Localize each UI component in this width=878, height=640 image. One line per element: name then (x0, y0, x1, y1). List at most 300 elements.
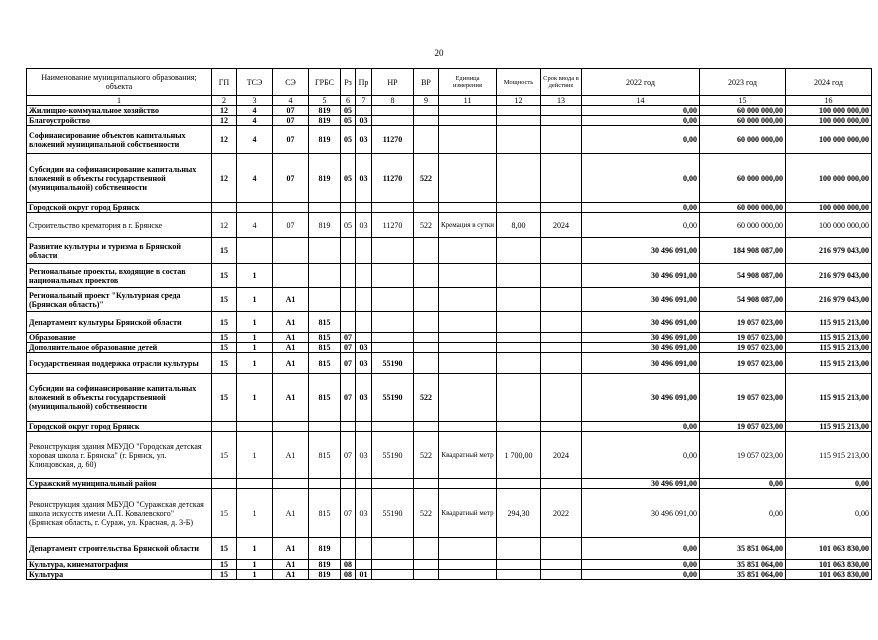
code-cell: 03 (356, 154, 372, 203)
code-cell (541, 203, 582, 213)
code-cell (414, 106, 439, 116)
amount-cell: 19 057 023,00 (700, 312, 786, 333)
object-name-cell: Образование (27, 333, 212, 343)
object-name-cell: Субсидии на софинансирование капитальных вложений в объекты государственной (муниципальной) собственности (27, 374, 212, 422)
code-cell (372, 333, 414, 343)
code-cell (414, 203, 439, 213)
object-name-cell: Реконструкция здания МБУДО "Суражская детская школа искусств имени А.П. Ковалевского" (Брянская область, г. Сураж, ул. Красная, д. 3-Б) (27, 489, 212, 538)
amount-cell: 30 496 091,00 (582, 264, 700, 288)
code-cell (414, 479, 439, 489)
code-cell: 03 (356, 213, 372, 238)
code-cell (541, 560, 582, 570)
amount-cell: 100 000 000,00 (786, 116, 872, 126)
header-cell: 2024 год (786, 69, 872, 96)
code-cell (541, 312, 582, 333)
code-cell: 522 (414, 489, 439, 538)
code-cell (541, 422, 582, 432)
object-name-cell: Департамент культуры Брянской области (27, 312, 212, 333)
code-cell: 819 (309, 154, 341, 203)
code-cell: 819 (309, 126, 341, 154)
code-cell (497, 312, 541, 333)
table-row (27, 203, 872, 213)
code-cell (341, 538, 356, 560)
code-cell: 15 (212, 570, 237, 580)
code-cell: 03 (356, 374, 372, 422)
code-cell: 4 (237, 213, 273, 238)
code-cell (372, 422, 414, 432)
code-cell: 07 (341, 489, 356, 538)
code-cell (541, 116, 582, 126)
code-cell (541, 288, 582, 312)
amount-cell: 115 915 213,00 (786, 422, 872, 432)
code-cell (497, 374, 541, 422)
code-cell (541, 106, 582, 116)
amount-cell: 115 915 213,00 (786, 333, 872, 343)
code-cell: 1 (237, 560, 273, 570)
amount-cell: 0,00 (582, 570, 700, 580)
code-cell (414, 570, 439, 580)
code-cell (212, 479, 237, 489)
code-cell: 03 (356, 126, 372, 154)
column-number: 4 (273, 96, 309, 106)
budget-table (26, 68, 872, 580)
unit-cell (439, 203, 497, 213)
code-cell (497, 154, 541, 203)
amount-cell: 216 979 043,00 (786, 238, 872, 264)
table-row (27, 213, 872, 238)
amount-cell: 115 915 213,00 (786, 343, 872, 353)
amount-cell: 0,00 (700, 489, 786, 538)
code-cell (372, 238, 414, 264)
code-cell: 294,30 (497, 489, 541, 538)
amount-cell: 60 000 000,00 (700, 213, 786, 238)
code-cell: 1 (237, 374, 273, 422)
table-row (27, 432, 872, 479)
code-cell (372, 479, 414, 489)
amount-cell: 0,00 (786, 479, 872, 489)
object-name-cell: Строительство крематория в г. Брянске (27, 213, 212, 238)
header-cell: НР (372, 69, 414, 96)
header-cell: ТСЭ (237, 69, 273, 96)
code-cell: 03 (356, 489, 372, 538)
amount-cell: 30 496 091,00 (582, 374, 700, 422)
code-cell (541, 479, 582, 489)
amount-cell: 101 063 830,00 (786, 570, 872, 580)
amount-cell: 115 915 213,00 (786, 432, 872, 479)
code-cell (541, 333, 582, 343)
code-cell (497, 479, 541, 489)
header-cell: Мощность (497, 69, 541, 96)
column-number: 16 (786, 96, 872, 106)
amount-cell: 30 496 091,00 (582, 489, 700, 538)
code-cell: 15 (212, 333, 237, 343)
header-row (27, 69, 872, 96)
code-cell: 08 (341, 560, 356, 570)
code-cell: А1 (273, 288, 309, 312)
code-cell: 815 (309, 489, 341, 538)
code-cell (341, 312, 356, 333)
code-cell (356, 479, 372, 489)
unit-cell (439, 264, 497, 288)
code-cell (356, 106, 372, 116)
amount-cell: 216 979 043,00 (786, 288, 872, 312)
code-cell (341, 203, 356, 213)
amount-cell: 0,00 (582, 538, 700, 560)
code-cell (372, 288, 414, 312)
code-cell: 07 (341, 343, 356, 353)
code-cell (309, 288, 341, 312)
column-number: 12 (497, 96, 541, 106)
code-cell: 819 (309, 213, 341, 238)
amount-cell: 35 851 064,00 (700, 570, 786, 580)
code-cell: 815 (309, 432, 341, 479)
code-cell: 07 (341, 374, 356, 422)
amount-cell: 60 000 000,00 (700, 154, 786, 203)
code-cell: 12 (212, 154, 237, 203)
code-cell (273, 422, 309, 432)
unit-cell (439, 106, 497, 116)
amount-cell: 30 496 091,00 (582, 333, 700, 343)
amount-cell: 0,00 (582, 422, 700, 432)
code-cell: 1 (237, 264, 273, 288)
code-cell: 15 (212, 353, 237, 374)
code-cell: 1 (237, 333, 273, 343)
code-cell (497, 116, 541, 126)
code-cell: 1 (237, 489, 273, 538)
amount-cell: 60 000 000,00 (700, 106, 786, 116)
code-cell (309, 238, 341, 264)
code-cell: 1 (237, 538, 273, 560)
code-cell (309, 203, 341, 213)
amount-cell: 0,00 (700, 479, 786, 489)
header-cell: Единица измерения (439, 69, 497, 96)
table-row (27, 238, 872, 264)
code-cell: 15 (212, 288, 237, 312)
object-name-cell: Реконструкция здания МБУДО "Городская детская хоровая школа г. Брянска" (г. Брянск, ул. Клинцовская, д. 60) (27, 432, 212, 479)
code-cell (309, 264, 341, 288)
code-cell: 15 (212, 238, 237, 264)
code-cell (212, 203, 237, 213)
code-cell: 15 (212, 374, 237, 422)
code-cell (309, 479, 341, 489)
code-cell: 819 (309, 116, 341, 126)
code-cell (497, 126, 541, 154)
code-cell (497, 106, 541, 116)
code-cell: 1 (237, 353, 273, 374)
table-row (27, 333, 872, 343)
code-cell: 07 (341, 432, 356, 479)
code-cell: 05 (341, 106, 356, 116)
code-cell: 4 (237, 116, 273, 126)
amount-cell: 19 057 023,00 (700, 374, 786, 422)
code-cell (541, 538, 582, 560)
amount-cell: 0,00 (582, 203, 700, 213)
code-cell (356, 333, 372, 343)
object-name-cell: Городской округ город Брянск (27, 422, 212, 432)
code-cell: 55190 (372, 489, 414, 538)
code-cell: 07 (273, 126, 309, 154)
code-cell: 07 (341, 333, 356, 343)
table-row (27, 106, 872, 116)
amount-cell: 100 000 000,00 (786, 203, 872, 213)
code-cell: 03 (356, 432, 372, 479)
code-cell (372, 264, 414, 288)
header-cell: ГП (212, 69, 237, 96)
code-cell (414, 312, 439, 333)
amount-cell: 30 496 091,00 (582, 353, 700, 374)
code-cell: А1 (273, 570, 309, 580)
column-number: 14 (582, 96, 700, 106)
code-cell (541, 126, 582, 154)
code-cell: 819 (309, 570, 341, 580)
code-cell (273, 479, 309, 489)
code-cell: А1 (273, 489, 309, 538)
code-cell (273, 264, 309, 288)
column-number: 9 (414, 96, 439, 106)
amount-cell: 0,00 (582, 213, 700, 238)
code-cell: А1 (273, 312, 309, 333)
code-cell: 1 (237, 343, 273, 353)
amount-cell: 19 057 023,00 (700, 343, 786, 353)
code-cell (356, 203, 372, 213)
code-cell (541, 238, 582, 264)
code-cell: А1 (273, 432, 309, 479)
object-name-cell: Софинансирование объектов капитальных вложений муниципальной собственности (27, 126, 212, 154)
code-cell: 522 (414, 432, 439, 479)
code-cell (414, 288, 439, 312)
amount-cell: 19 057 023,00 (700, 422, 786, 432)
code-cell: 4 (237, 106, 273, 116)
code-cell (273, 238, 309, 264)
code-cell (414, 343, 439, 353)
code-cell (541, 570, 582, 580)
code-cell (497, 288, 541, 312)
code-cell: 07 (273, 116, 309, 126)
code-cell: 815 (309, 343, 341, 353)
object-name-cell: Суражский муниципальный район (27, 479, 212, 489)
amount-cell: 115 915 213,00 (786, 312, 872, 333)
column-number: 11 (439, 96, 497, 106)
code-cell: 12 (212, 213, 237, 238)
code-cell (414, 422, 439, 432)
header-cell: Пр (356, 69, 372, 96)
table-row (27, 353, 872, 374)
code-cell (497, 238, 541, 264)
code-cell: 2024 (541, 432, 582, 479)
amount-cell: 54 908 087,00 (700, 288, 786, 312)
code-cell: 15 (212, 489, 237, 538)
object-name-cell: Благоустройство (27, 116, 212, 126)
table-row (27, 312, 872, 333)
code-cell (356, 422, 372, 432)
header-cell: 2023 год (700, 69, 786, 96)
code-cell (237, 422, 273, 432)
code-cell: 07 (341, 353, 356, 374)
code-cell: 07 (273, 154, 309, 203)
object-name-cell: Субсидии на софинансирование капитальных вложений в объекты государственной (муниципальной) собственности (27, 154, 212, 203)
table-row (27, 343, 872, 353)
code-cell (356, 312, 372, 333)
code-cell: 1 (237, 312, 273, 333)
amount-cell: 0,00 (582, 154, 700, 203)
header-cell: Срок ввода в действие (541, 69, 582, 96)
code-cell: 55190 (372, 432, 414, 479)
code-cell (356, 238, 372, 264)
code-cell: 08 (341, 570, 356, 580)
code-cell: 815 (309, 353, 341, 374)
code-cell (372, 203, 414, 213)
code-cell: 03 (356, 116, 372, 126)
amount-cell: 30 496 091,00 (582, 343, 700, 353)
code-cell: А1 (273, 538, 309, 560)
code-cell (497, 538, 541, 560)
amount-cell: 0,00 (582, 106, 700, 116)
unit-cell (439, 154, 497, 203)
code-cell: 15 (212, 264, 237, 288)
amount-cell: 0,00 (582, 126, 700, 154)
code-cell (497, 422, 541, 432)
code-cell: 05 (341, 126, 356, 154)
object-name-cell: Дополнительное образование детей (27, 343, 212, 353)
unit-cell (439, 538, 497, 560)
object-name-cell: Региональные проекты, входящие в состав национальных проектов (27, 264, 212, 288)
code-cell: 1 (237, 288, 273, 312)
code-cell (341, 238, 356, 264)
code-cell: 11270 (372, 213, 414, 238)
code-cell (497, 333, 541, 343)
code-cell: 4 (237, 154, 273, 203)
unit-cell (439, 312, 497, 333)
code-cell: 12 (212, 126, 237, 154)
amount-cell: 30 496 091,00 (582, 312, 700, 333)
code-cell (497, 203, 541, 213)
object-name-cell: Региональный проект "Культурная среда (Брянская область)" (27, 288, 212, 312)
table-row (27, 154, 872, 203)
code-cell: 4 (237, 126, 273, 154)
column-number: 3 (237, 96, 273, 106)
code-cell (356, 264, 372, 288)
code-cell (414, 264, 439, 288)
code-cell: 15 (212, 538, 237, 560)
code-cell (414, 538, 439, 560)
code-cell: А1 (273, 560, 309, 570)
code-cell (541, 343, 582, 353)
code-cell (273, 203, 309, 213)
code-cell (541, 264, 582, 288)
code-cell (497, 560, 541, 570)
column-number-row (27, 96, 872, 106)
amount-cell: 0,00 (582, 116, 700, 126)
amount-cell: 60 000 000,00 (700, 116, 786, 126)
code-cell: 1 700,00 (497, 432, 541, 479)
code-cell (414, 126, 439, 154)
amount-cell: 35 851 064,00 (700, 538, 786, 560)
unit-cell (439, 126, 497, 154)
table-row (27, 570, 872, 580)
amount-cell: 0,00 (582, 560, 700, 570)
code-cell (372, 343, 414, 353)
code-cell: А1 (273, 333, 309, 343)
code-cell (372, 560, 414, 570)
code-cell (237, 203, 273, 213)
code-cell: 819 (309, 560, 341, 570)
page-number: 20 (434, 48, 444, 58)
amount-cell: 30 496 091,00 (582, 238, 700, 264)
table-row (27, 560, 872, 570)
amount-cell: 101 063 830,00 (786, 538, 872, 560)
header-cell: Рз (341, 69, 356, 96)
code-cell: 2024 (541, 213, 582, 238)
unit-cell (439, 333, 497, 343)
code-cell (372, 106, 414, 116)
object-name-cell: Культура (27, 570, 212, 580)
code-cell (541, 353, 582, 374)
code-cell (372, 538, 414, 560)
code-cell (497, 570, 541, 580)
code-cell (372, 116, 414, 126)
code-cell: 815 (309, 312, 341, 333)
code-cell: 55190 (372, 353, 414, 374)
column-number: 6 (341, 96, 356, 106)
code-cell (341, 422, 356, 432)
amount-cell: 100 000 000,00 (786, 213, 872, 238)
code-cell (341, 288, 356, 312)
amount-cell: 184 908 087,00 (700, 238, 786, 264)
unit-cell (439, 560, 497, 570)
table-row (27, 479, 872, 489)
amount-cell: 115 915 213,00 (786, 353, 872, 374)
amount-cell: 35 851 064,00 (700, 560, 786, 570)
code-cell (341, 264, 356, 288)
unit-cell (439, 353, 497, 374)
code-cell: 1 (237, 432, 273, 479)
unit-cell: Квадратный метр (439, 489, 497, 538)
table-row (27, 126, 872, 154)
code-cell (414, 116, 439, 126)
unit-cell: Кремация в сутки (439, 213, 497, 238)
code-cell (212, 422, 237, 432)
code-cell: 15 (212, 312, 237, 333)
code-cell (356, 288, 372, 312)
amount-cell: 30 496 091,00 (582, 288, 700, 312)
header-cell: ВР (414, 69, 439, 96)
object-name-cell: Департамент строительства Брянской области (27, 538, 212, 560)
header-cell: Наименование муниципального образования; объекта (27, 69, 212, 96)
header-cell: СЭ (273, 69, 309, 96)
unit-cell (439, 343, 497, 353)
code-cell: 15 (212, 560, 237, 570)
column-number: 2 (212, 96, 237, 106)
code-cell: 07 (273, 213, 309, 238)
amount-cell: 54 908 087,00 (700, 264, 786, 288)
code-cell: 03 (356, 343, 372, 353)
amount-cell: 60 000 000,00 (700, 203, 786, 213)
unit-cell (439, 116, 497, 126)
code-cell: 1 (237, 570, 273, 580)
code-cell (541, 154, 582, 203)
code-cell: 815 (309, 333, 341, 343)
code-cell (356, 560, 372, 570)
code-cell: А1 (273, 353, 309, 374)
table-row (27, 288, 872, 312)
code-cell (541, 374, 582, 422)
code-cell: 15 (212, 343, 237, 353)
code-cell: 11270 (372, 154, 414, 203)
code-cell (309, 422, 341, 432)
amount-cell: 0,00 (582, 432, 700, 479)
table-row (27, 538, 872, 560)
code-cell (414, 353, 439, 374)
